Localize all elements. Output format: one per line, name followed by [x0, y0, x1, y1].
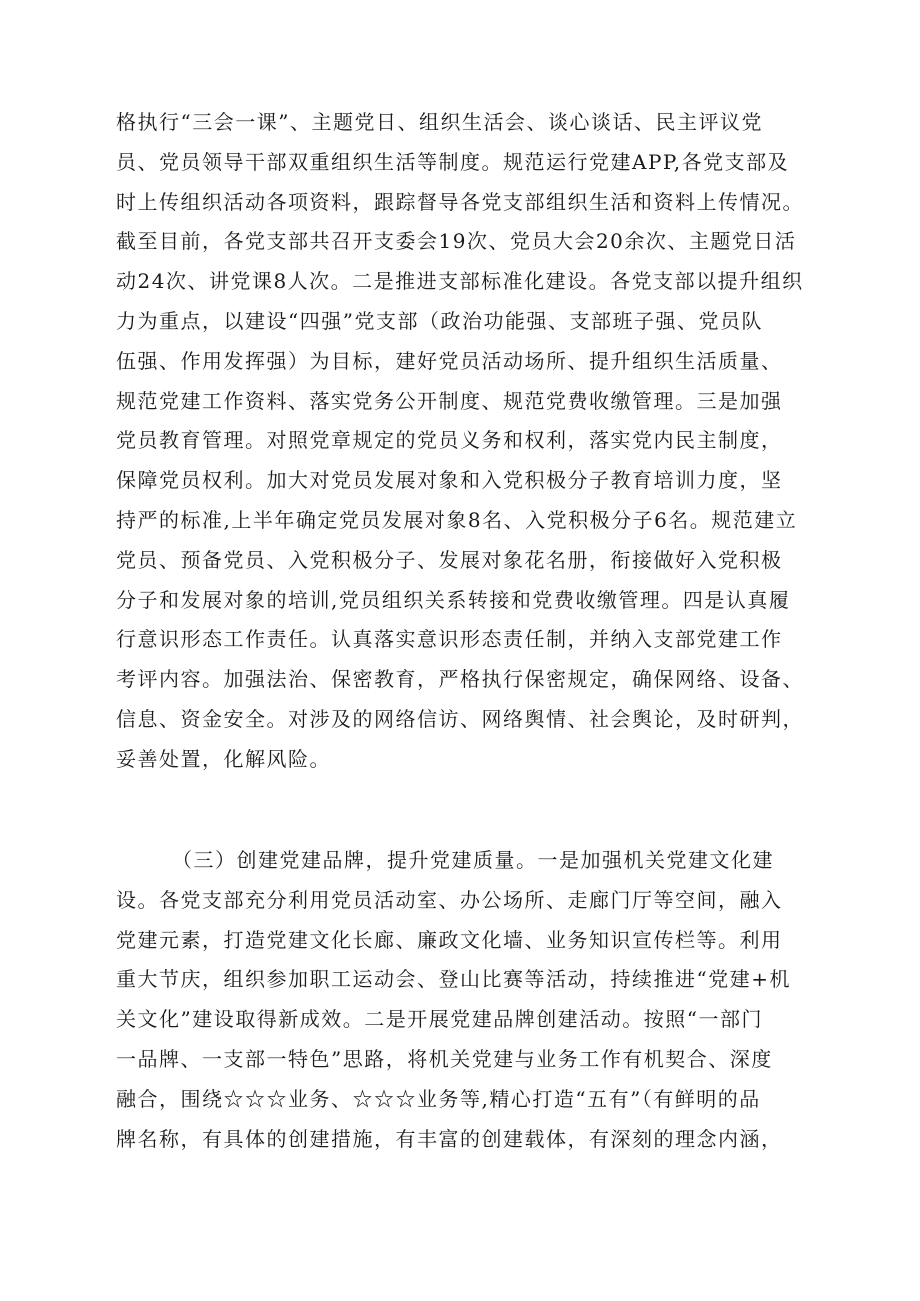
text-line: 信息、资金安全。对涉及的网络信访、网络舆情、社会舆论，及时研判， — [116, 706, 804, 731]
text-line: 妥善处置，化解风险。 — [116, 746, 331, 771]
text-line: 融合，围绕☆☆☆业务、☆☆☆业务等,精心打造“五有”（有鲜明的品 — [116, 1086, 761, 1111]
text-line: 设。各党支部充分利用党员活动室、办公场所、走廊门厅等空间，融入 — [116, 887, 783, 912]
text-line: 持严的标准,上半年确定党员发展对象8名、入党积极分子6名。规范建立 — [116, 507, 798, 532]
text-line: 截至目前，各党支部共召开支委会19次、党员大会20余次、主题党日活 — [116, 229, 797, 254]
text-line: 保障党员权利。加大对党员发展对象和入党积极分子教育培训力度，坚 — [116, 468, 783, 493]
text-line: 力为重点，以建设“四强”党支部（政治功能强、支部班子强、党员队 — [116, 308, 763, 333]
text-line: 一品牌、一支部一特色”思路，将机关党建与业务工作有机契合、深度 — [116, 1046, 773, 1071]
paragraph-party-brand — [116, 841, 832, 1159]
section-heading-line: （三）创建党建品牌，提升党建质量。一是加强机关党建文化建 — [172, 848, 774, 872]
text-line: 牌名称，有具体的创建措施，有丰富的创建载体，有深刻的理念内涵， — [116, 1126, 783, 1151]
text-line: 伍强、作用发挥强）为目标，建好党员活动场所、提升组织生活质量、 — [116, 348, 783, 373]
paragraph-organization-building — [116, 103, 832, 780]
text-line: 分子和发展对象的培训,党员组织关系转接和党费收缴管理。四是认真履 — [116, 587, 791, 612]
text-line: 行意识形态工作责任。认真落实意识形态责任制，并纳入支部党建工作 — [116, 627, 783, 652]
text-line: 格执行“三会一课”、主题党日、组织生活会、谈心谈话、民主评议党 — [116, 110, 763, 134]
text-line: 党员教育管理。对照党章规定的党员义务和权利，落实党内民主制度， — [116, 428, 783, 453]
text-line: 员、党员领导干部双重组织生活等制度。规范运行党建APP,各党支部及 — [116, 149, 790, 174]
text-line: 党员、预备党员、入党积极分子、发展对象花名册，衔接做好入党积极 — [116, 547, 783, 572]
text-line: 关文化”建设取得新成效。二是开展党建品牌创建活动。按照“一部门 — [116, 1007, 763, 1032]
text-line: 党建元素，打造党建文化长廊、廉政文化墙、业务知识宣传栏等。利用 — [116, 927, 783, 952]
text-line: 规范党建工作资料、落实党务公开制度、规范党费收缴管理。三是加强 — [116, 388, 783, 413]
text-line: 时上传组织活动各项资料，跟踪督导各党支部组织生活和资料上传情况。 — [116, 189, 804, 214]
text-line: 考评内容。加强法治、保密教育，严格执行保密规定，确保网络、设备、 — [116, 667, 804, 692]
text-line: 动24次、讲党课8人次。二是推进支部标准化建设。各党支部以提升组织 — [116, 269, 804, 294]
text-line: 重大节庆，组织参加职工运动会、登山比赛等活动，持续推进“党建+机 — [116, 967, 791, 992]
